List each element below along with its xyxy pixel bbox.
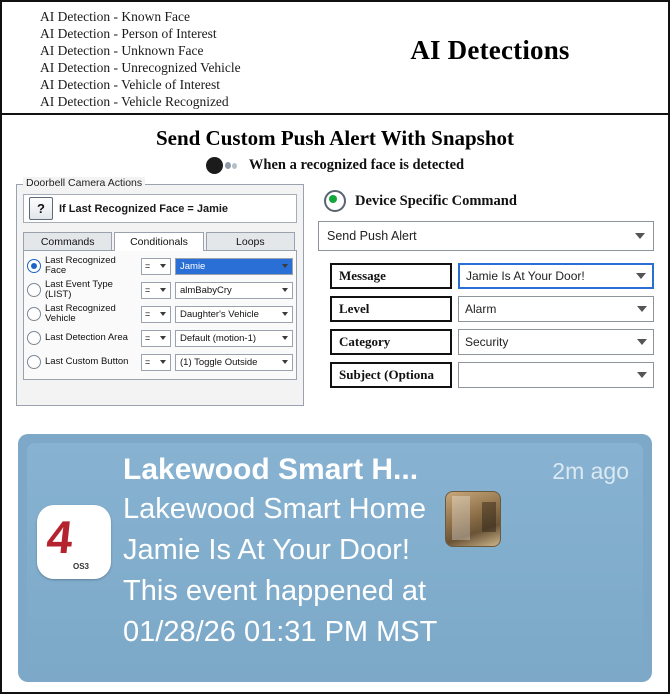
notification-snapshot-thumbnail[interactable] bbox=[445, 491, 501, 547]
notification-line: 01/28/26 01:31 PM MST bbox=[123, 616, 438, 648]
command-select-value: Send Push Alert bbox=[327, 229, 417, 243]
app-icon-glyph: 4 bbox=[44, 511, 76, 563]
radio-last-detection-area[interactable] bbox=[27, 331, 41, 345]
list-item: AI Detection - Unknown Face bbox=[40, 43, 204, 58]
face-detection-icon bbox=[206, 157, 240, 174]
field-row-level bbox=[318, 296, 654, 322]
value-select[interactable]: Daughter's Vehicle bbox=[175, 306, 293, 323]
notification-line: This event happened at bbox=[123, 575, 427, 607]
condition-row-last-recognized-face[interactable] bbox=[27, 255, 293, 277]
condition-label: Last Detection Area bbox=[45, 331, 128, 343]
app-icon-subtext: OS3 bbox=[73, 562, 90, 571]
chevron-down-icon bbox=[637, 372, 647, 378]
operator-select[interactable]: = bbox=[141, 258, 171, 275]
device-specific-command-row[interactable] bbox=[318, 190, 654, 212]
notification-timestamp: 2m ago bbox=[552, 458, 629, 484]
condition-label: Last Event Type (LIST) bbox=[45, 278, 113, 300]
trigger-label: When a recognized face is detected bbox=[248, 157, 465, 173]
field-label-subject: Subject (Optiona bbox=[330, 362, 452, 388]
operator-select[interactable]: = bbox=[141, 306, 171, 323]
list-item: AI Detection - Person of Interest bbox=[40, 26, 217, 41]
operator-select[interactable]: = bbox=[141, 330, 171, 347]
conditionals-tab-body bbox=[23, 251, 297, 380]
list-item: AI Detection - Vehicle of Interest bbox=[40, 77, 221, 92]
value-select[interactable]: Default (motion-1) bbox=[175, 330, 293, 347]
field-value-subject[interactable] bbox=[458, 362, 654, 388]
notification-body bbox=[123, 453, 629, 663]
device-specific-command-label: Device Specific Command bbox=[355, 192, 517, 209]
radio-last-event-type[interactable] bbox=[27, 283, 41, 297]
notification-app-title: Lakewood Smart H... bbox=[123, 453, 419, 486]
config-area bbox=[2, 177, 668, 406]
field-label-category: Category bbox=[330, 329, 452, 355]
field-value-category[interactable] bbox=[458, 329, 654, 355]
command-panel bbox=[318, 184, 654, 406]
field-text-category: Security bbox=[465, 335, 509, 349]
condition-label: Last Recognized Face bbox=[45, 254, 116, 276]
condition-label: Last Custom Button bbox=[45, 355, 129, 367]
ai-detections-panel bbox=[2, 2, 668, 115]
field-value-message[interactable] bbox=[458, 263, 654, 289]
value-select[interactable]: almBabyCry bbox=[175, 282, 293, 299]
field-row-category bbox=[318, 329, 654, 355]
group-title: Doorbell Camera Actions bbox=[23, 177, 145, 189]
operator-select[interactable]: = bbox=[141, 282, 171, 299]
command-select[interactable] bbox=[318, 221, 654, 251]
field-text-message: Jamie Is At Your Door! bbox=[466, 269, 585, 283]
radio-last-recognized-vehicle[interactable] bbox=[27, 307, 41, 321]
field-text-level: Alarm bbox=[465, 302, 497, 316]
list-item: AI Detection - Known Face bbox=[40, 9, 190, 24]
page-title: AI Detections bbox=[410, 35, 570, 65]
operator-select[interactable]: = bbox=[141, 354, 171, 371]
condition-row-last-custom-button[interactable] bbox=[27, 351, 293, 373]
chevron-down-icon bbox=[637, 339, 647, 345]
field-row-message bbox=[318, 263, 654, 289]
notification-content bbox=[123, 489, 629, 653]
doorbell-camera-actions-group bbox=[16, 177, 304, 406]
push-notification-card[interactable] bbox=[18, 434, 652, 682]
tab-conditionals[interactable]: Conditionals bbox=[114, 232, 203, 251]
chevron-down-icon bbox=[637, 306, 647, 312]
condition-summary-text: If Last Recognized Face = Jamie bbox=[59, 202, 229, 215]
radio-last-recognized-face[interactable] bbox=[27, 259, 41, 273]
value-select[interactable]: Jamie bbox=[175, 258, 293, 275]
list-item: AI Detection - Vehicle Recognized bbox=[40, 94, 229, 109]
help-question-icon[interactable]: ? bbox=[29, 197, 53, 220]
field-label-message: Message bbox=[330, 263, 452, 289]
tab-strip bbox=[23, 230, 297, 251]
push-notification-inner bbox=[27, 443, 643, 673]
notification-text-block bbox=[123, 489, 437, 653]
condition-summary-bar[interactable] bbox=[23, 194, 297, 223]
list-item: AI Detection - Unrecognized Vehicle bbox=[40, 60, 241, 75]
chevron-down-icon bbox=[636, 273, 646, 279]
condition-label: Last Recognized Vehicle bbox=[45, 302, 116, 324]
ai-detections-list bbox=[2, 2, 312, 110]
value-select[interactable]: (1) Toggle Outside bbox=[175, 354, 293, 371]
field-label-level: Level bbox=[330, 296, 452, 322]
tab-loops[interactable]: Loops bbox=[206, 232, 295, 250]
notification-line: Lakewood Smart Home bbox=[123, 493, 427, 525]
condition-row-last-recognized-vehicle[interactable] bbox=[27, 303, 293, 325]
field-row-subject bbox=[318, 362, 654, 388]
radio-device-specific-command[interactable] bbox=[324, 190, 346, 212]
notification-header bbox=[123, 453, 629, 487]
radio-last-custom-button[interactable] bbox=[27, 355, 41, 369]
condition-row-last-event-type[interactable] bbox=[27, 279, 293, 301]
field-value-level[interactable] bbox=[458, 296, 654, 322]
section-heading: Send Custom Push Alert With Snapshot bbox=[155, 126, 515, 150]
condition-row-last-detection-area[interactable] bbox=[27, 327, 293, 349]
tab-commands[interactable]: Commands bbox=[23, 232, 112, 250]
notification-line: Jamie Is At Your Door! bbox=[123, 534, 410, 566]
chevron-down-icon bbox=[635, 233, 645, 239]
control4-app-icon bbox=[37, 505, 111, 579]
